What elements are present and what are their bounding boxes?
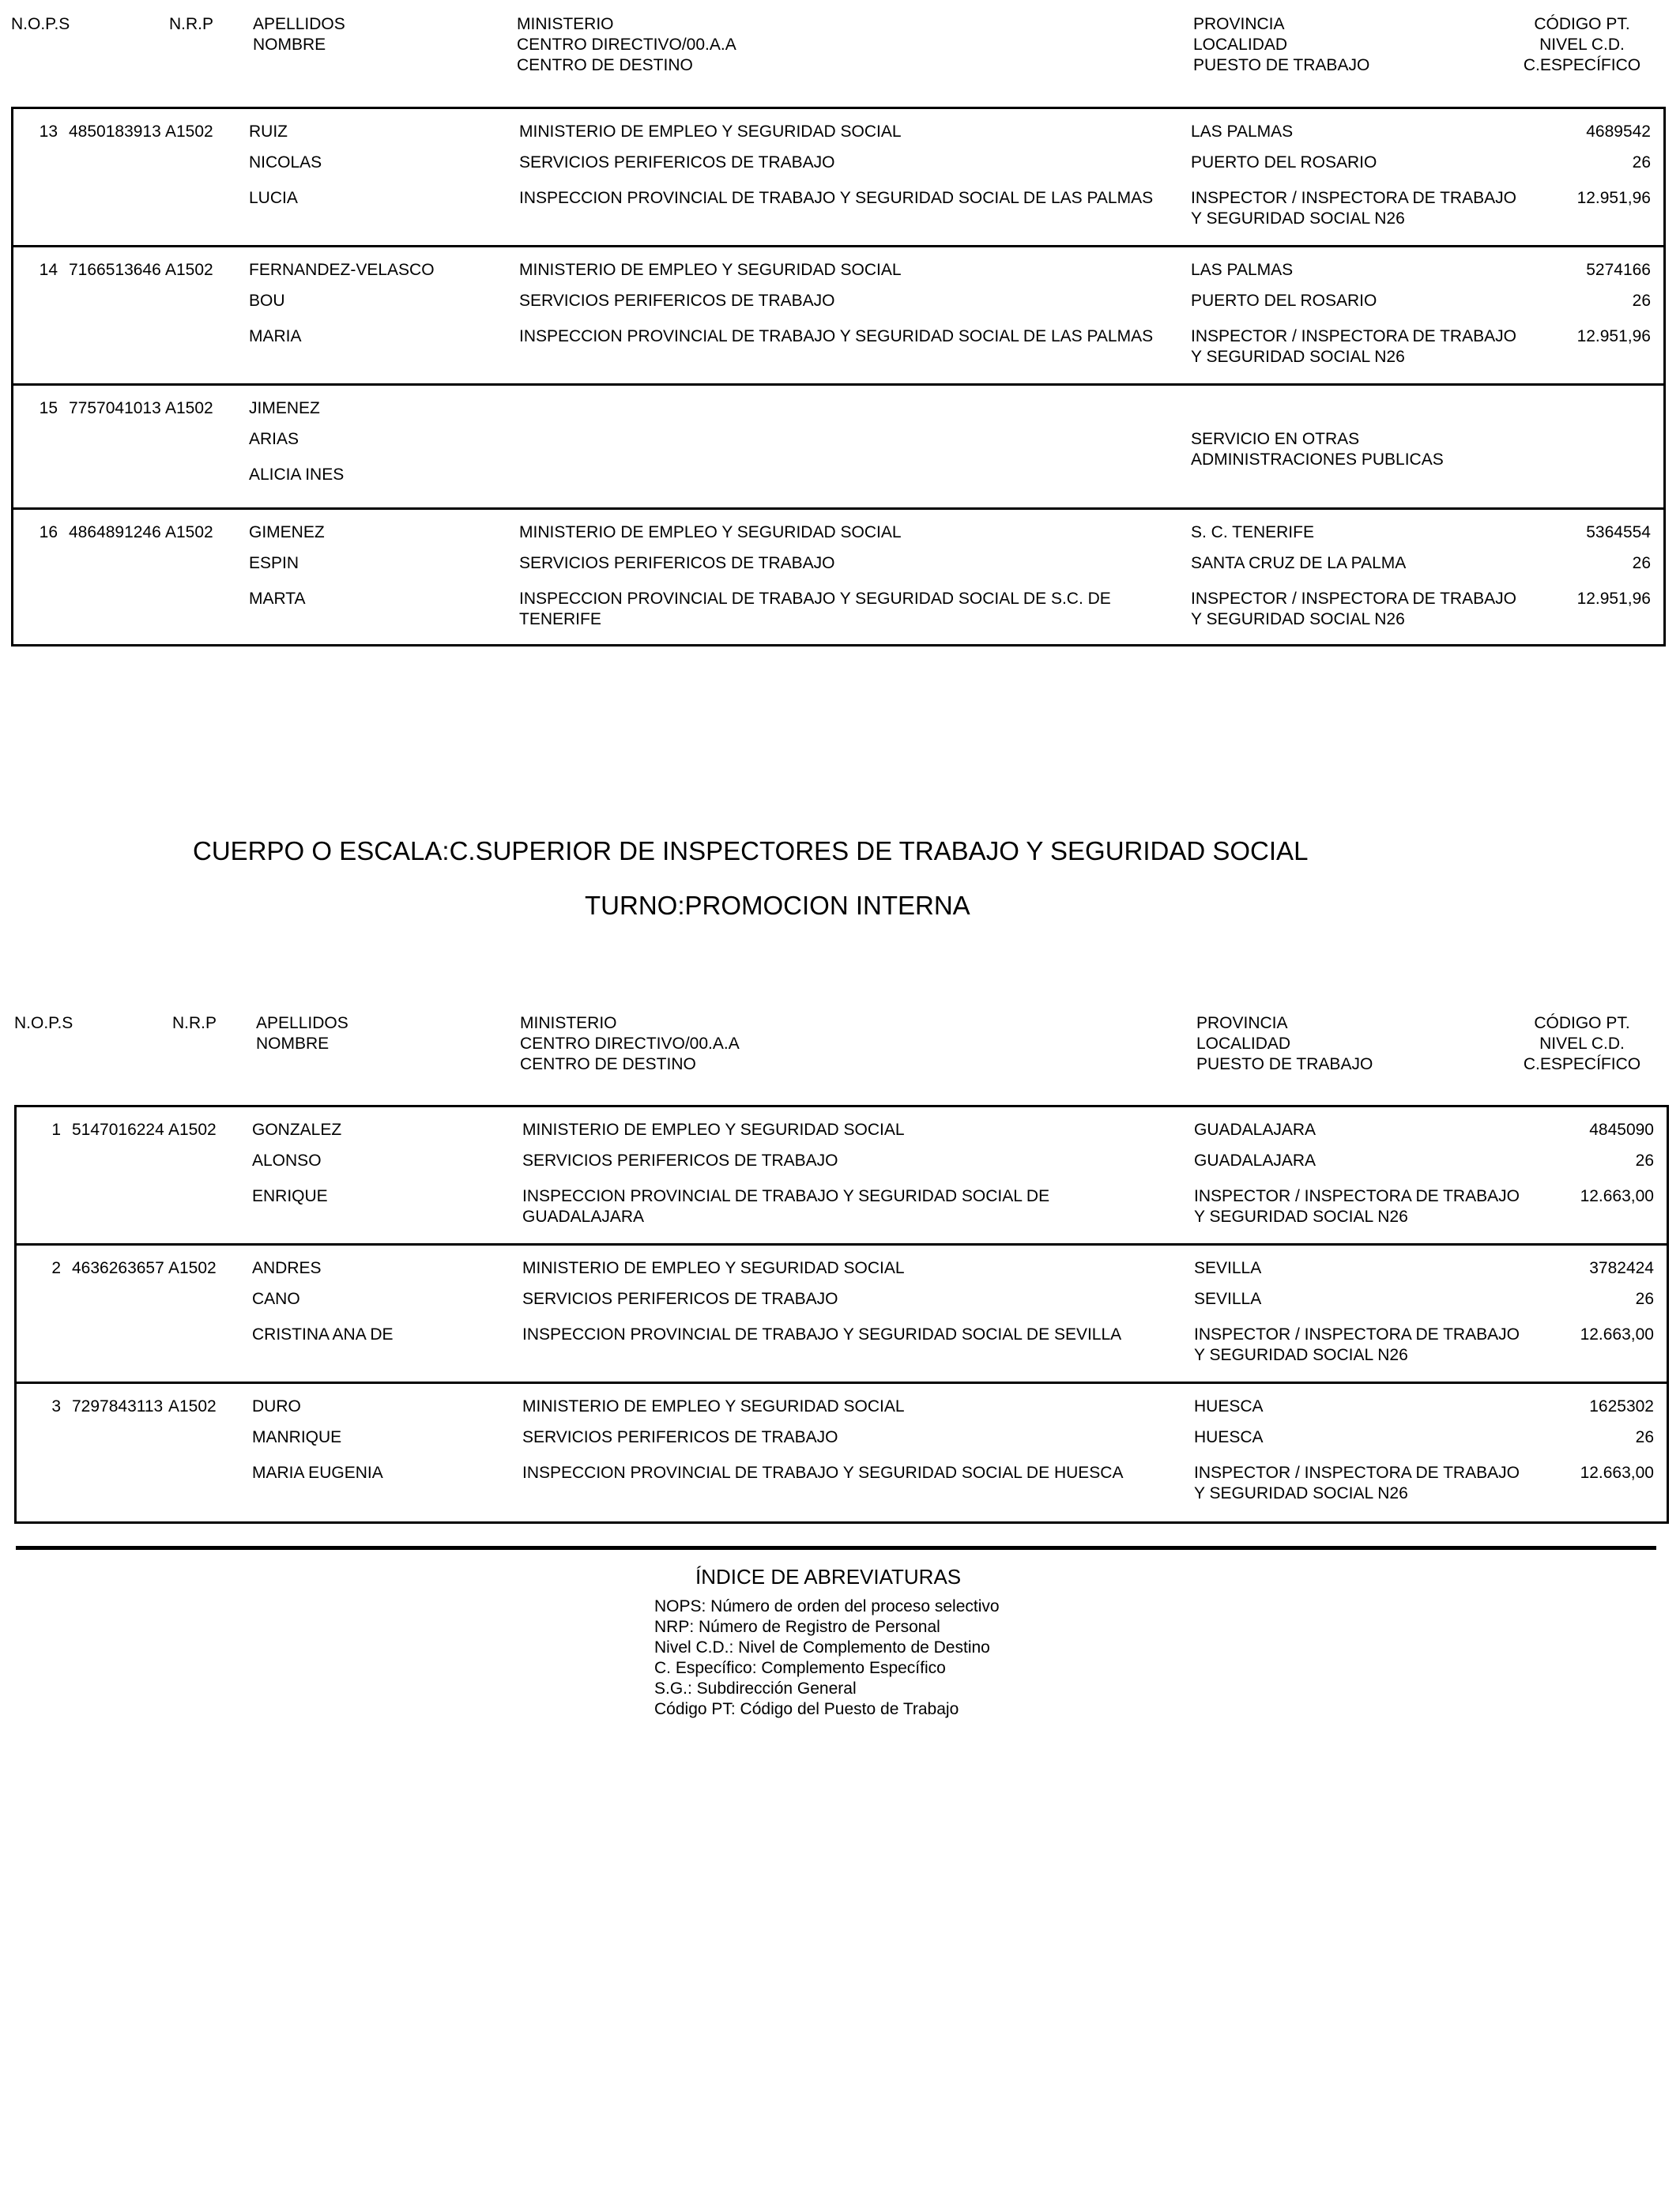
puesto-value: INSPECTOR / INSPECTORA DE TRABAJO Y SEGURIDAD SOCIAL N26: [1194, 1464, 1520, 1502]
nops-value: 14: [39, 261, 58, 279]
puesto-value: INSPECTOR / INSPECTORA DE TRABAJO Y SEGURIDAD SOCIAL N26: [1194, 1187, 1520, 1226]
especifico-value: 12.951,96: [1576, 189, 1651, 207]
provincia-value: S. C. TENERIFE: [1191, 523, 1314, 541]
centro-destino-value: INSPECCION PROVINCIAL DE TRABAJO Y SEGURIDAD SOCIAL DE S.C. DE TENERIFE: [519, 590, 1111, 628]
ministerio-value: MINISTERIO DE EMPLEO Y SEGURIDAD SOCIAL: [519, 261, 902, 279]
index-item: C. Específico: Complemento Específico: [654, 1659, 946, 1677]
ministerio-value: MINISTERIO DE EMPLEO Y SEGURIDAD SOCIAL: [522, 1121, 905, 1139]
puesto-value: INSPECTOR / INSPECTORA DE TRABAJO Y SEGURIDAD SOCIAL N26: [1191, 590, 1516, 628]
centro-directivo-value: SERVICIOS PERIFERICOS DE TRABAJO: [519, 292, 835, 310]
header-provincia: PROVINCIA LOCALIDAD PUESTO DE TRABAJO: [1196, 1014, 1373, 1073]
first-surname: DURO: [252, 1397, 301, 1416]
localidad-value: HUESCA: [1194, 1428, 1264, 1446]
header-nrp: N.R.P: [169, 15, 214, 33]
cuerpo-code: A1502: [168, 1259, 217, 1277]
nops-value: 16: [39, 523, 58, 541]
first-surname: JIMENEZ: [249, 399, 320, 417]
codigo-pt-value: 3782424: [1589, 1259, 1654, 1277]
localidad-value: PUERTO DEL ROSARIO: [1191, 153, 1377, 172]
centro-destino-value: INSPECCION PROVINCIAL DE TRABAJO Y SEGURIDAD SOCIAL DE LAS PALMAS: [519, 327, 1154, 345]
codigo-pt-value: 5274166: [1586, 261, 1651, 279]
nivel-cd-value: 26: [1632, 292, 1651, 310]
table-row: [17, 1246, 1667, 1384]
first-surname: GIMENEZ: [249, 523, 325, 541]
first-surname: RUIZ: [249, 123, 288, 141]
table-row: [17, 1384, 1667, 1521]
first-surname: ANDRES: [252, 1259, 322, 1277]
cuerpo-code: A1502: [165, 523, 213, 541]
especifico-value: 12.663,00: [1580, 1187, 1654, 1205]
centro-destino-value: INSPECCION PROVINCIAL DE TRABAJO Y SEGURIDAD SOCIAL DE GUADALAJARA: [522, 1187, 1050, 1226]
nrp-value: 7166513646: [69, 261, 161, 279]
centro-destino-value: INSPECCION PROVINCIAL DE TRABAJO Y SEGURIDAD SOCIAL DE HUESCA: [522, 1464, 1124, 1482]
especifico-value: 12.663,00: [1580, 1464, 1654, 1482]
section2-column-header: [14, 1013, 1680, 1100]
localidad-value: SEVILLA: [1194, 1290, 1262, 1308]
header-nops: N.O.P.S: [14, 1014, 73, 1032]
ministerio-value: MINISTERIO DE EMPLEO Y SEGURIDAD SOCIAL: [519, 123, 902, 141]
nivel-cd-value: 26: [1635, 1428, 1654, 1446]
given-name: MARIA EUGENIA: [252, 1464, 383, 1482]
nrp-value: 4636263657: [72, 1259, 164, 1277]
ministerio-value: MINISTERIO DE EMPLEO Y SEGURIDAD SOCIAL: [522, 1397, 905, 1416]
nivel-cd-value: 26: [1632, 153, 1651, 172]
ministerio-value: MINISTERIO DE EMPLEO Y SEGURIDAD SOCIAL: [519, 523, 902, 541]
codigo-pt-value: 4689542: [1586, 123, 1651, 141]
header-nops: N.O.P.S: [11, 15, 70, 33]
centro-directivo-value: SERVICIOS PERIFERICOS DE TRABAJO: [522, 1152, 838, 1170]
header-provincia: PROVINCIA LOCALIDAD PUESTO DE TRABAJO: [1193, 15, 1370, 74]
header-codigo: CÓDIGO PT. NIVEL C.D. C.ESPECÍFICO: [1523, 1014, 1641, 1073]
provincia-value: LAS PALMAS: [1191, 123, 1294, 141]
header-codigo: CÓDIGO PT. NIVEL C.D. C.ESPECÍFICO: [1523, 15, 1641, 74]
second-surname: ESPIN: [249, 554, 299, 572]
second-surname: BOU: [249, 292, 285, 310]
cuerpo-code: A1502: [168, 1397, 217, 1416]
header-ministerio: MINISTERIO CENTRO DIRECTIVO/00.A.A CENTRO DE DESTINO: [520, 1014, 740, 1073]
centro-destino-value: INSPECCION PROVINCIAL DE TRABAJO Y SEGURIDAD SOCIAL DE SEVILLA: [522, 1325, 1122, 1344]
index-item: Nivel C.D.: Nivel de Complemento de Destino: [654, 1638, 990, 1657]
cuerpo-code: A1502: [165, 399, 213, 417]
especifico-value: 12.951,96: [1576, 327, 1651, 345]
second-surname: NICOLAS: [249, 153, 322, 172]
provincia-value: LAS PALMAS: [1191, 261, 1294, 279]
index-item: NRP: Número de Registro de Personal: [654, 1618, 940, 1636]
nrp-value: 4864891246: [69, 523, 161, 541]
puesto-value: INSPECTOR / INSPECTORA DE TRABAJO Y SEGURIDAD SOCIAL N26: [1191, 189, 1516, 228]
provincia-value: HUESCA: [1194, 1397, 1264, 1416]
section1-table: [11, 107, 1666, 647]
second-surname: ARIAS: [249, 430, 299, 448]
nops-value: 3: [51, 1397, 61, 1416]
index-item: NOPS: Número de orden del proceso selectivo: [654, 1597, 1000, 1615]
nrp-value: 4850183913: [69, 123, 161, 141]
cuerpo-code: A1502: [165, 123, 213, 141]
centro-directivo-value: SERVICIOS PERIFERICOS DE TRABAJO: [522, 1428, 838, 1446]
given-name: ENRIQUE: [252, 1187, 328, 1205]
header-ministerio: MINISTERIO CENTRO DIRECTIVO/00.A.A CENTRO DE DESTINO: [517, 15, 736, 74]
centro-directivo-value: SERVICIOS PERIFERICOS DE TRABAJO: [519, 153, 835, 172]
index-item: S.G.: Subdirección General: [654, 1679, 857, 1698]
given-name: LUCIA: [249, 189, 298, 207]
header-apellidos-nombre: APELLIDOS NOMBRE: [253, 15, 345, 54]
given-name: CRISTINA ANA DE: [252, 1325, 394, 1344]
provincia-value: SEVILLA: [1194, 1259, 1262, 1277]
table-row: [13, 247, 1663, 386]
puesto-value: INSPECTOR / INSPECTORA DE TRABAJO Y SEGURIDAD SOCIAL N26: [1194, 1325, 1520, 1364]
codigo-pt-value: 5364554: [1586, 523, 1651, 541]
puesto-value: INSPECTOR / INSPECTORA DE TRABAJO Y SEGURIDAD SOCIAL N26: [1191, 327, 1516, 366]
table-row: [13, 510, 1663, 644]
index-title: ÍNDICE DE ABREVIATURAS: [695, 1565, 962, 1589]
first-surname: FERNANDEZ-VELASCO: [249, 261, 435, 279]
cuerpo-title: CUERPO O ESCALA:C.SUPERIOR DE INSPECTORES DE TRABAJO Y SEGURIDAD SOCIAL: [193, 836, 1309, 865]
localidad-value: GUADALAJARA: [1194, 1152, 1317, 1170]
ministerio-value: MINISTERIO DE EMPLEO Y SEGURIDAD SOCIAL: [522, 1259, 905, 1277]
provincia-value: GUADALAJARA: [1194, 1121, 1317, 1139]
index-list: [654, 1596, 1000, 1720]
table-row: [13, 109, 1663, 247]
nops-value: 13: [39, 123, 58, 141]
localidad-value: PUERTO DEL ROSARIO: [1191, 292, 1377, 310]
header-nrp: N.R.P: [172, 1014, 217, 1032]
localidad-value: SANTA CRUZ DE LA PALMA: [1191, 554, 1407, 572]
nops-value: 1: [51, 1121, 61, 1139]
section1-column-header: [11, 14, 1680, 101]
nrp-value: 7757041013: [69, 399, 161, 417]
centro-directivo-value: SERVICIOS PERIFERICOS DE TRABAJO: [522, 1290, 838, 1308]
codigo-pt-value: 4845090: [1589, 1121, 1654, 1139]
section2-table: [14, 1105, 1669, 1524]
table-row: [13, 386, 1663, 510]
especifico-value: 12.663,00: [1580, 1325, 1654, 1344]
given-name: ALICIA INES: [249, 466, 345, 484]
table-row: [17, 1107, 1667, 1246]
nrp-value: 5147016224: [72, 1121, 164, 1139]
given-name: MARTA: [249, 590, 306, 608]
codigo-pt-value: 1625302: [1589, 1397, 1654, 1416]
centro-destino-value: INSPECCION PROVINCIAL DE TRABAJO Y SEGURIDAD SOCIAL DE LAS PALMAS: [519, 189, 1154, 207]
index-item: Código PT: Código del Puesto de Trabajo: [654, 1700, 959, 1718]
especifico-value: 12.951,96: [1576, 590, 1651, 608]
cuerpo-code: A1502: [165, 261, 213, 279]
nivel-cd-value: 26: [1635, 1290, 1654, 1308]
second-surname: CANO: [252, 1290, 300, 1308]
divider-rule: [16, 1546, 1656, 1550]
nivel-cd-value: 26: [1635, 1152, 1654, 1170]
nivel-cd-value: 26: [1632, 554, 1651, 572]
puesto-value: SERVICIO EN OTRAS ADMINISTRACIONES PUBLICAS: [1191, 430, 1444, 469]
header-apellidos-nombre: APELLIDOS NOMBRE: [256, 1014, 348, 1053]
second-surname: MANRIQUE: [252, 1428, 342, 1446]
nops-value: 2: [51, 1259, 61, 1277]
nrp-value: 7297843113: [72, 1397, 164, 1416]
given-name: MARIA: [249, 327, 302, 345]
turno-title: TURNO:PROMOCION INTERNA: [585, 891, 970, 920]
centro-directivo-value: SERVICIOS PERIFERICOS DE TRABAJO: [519, 554, 835, 572]
second-surname: ALONSO: [252, 1152, 322, 1170]
first-surname: GONZALEZ: [252, 1121, 342, 1139]
nops-value: 15: [39, 399, 58, 417]
cuerpo-code: A1502: [168, 1121, 217, 1139]
